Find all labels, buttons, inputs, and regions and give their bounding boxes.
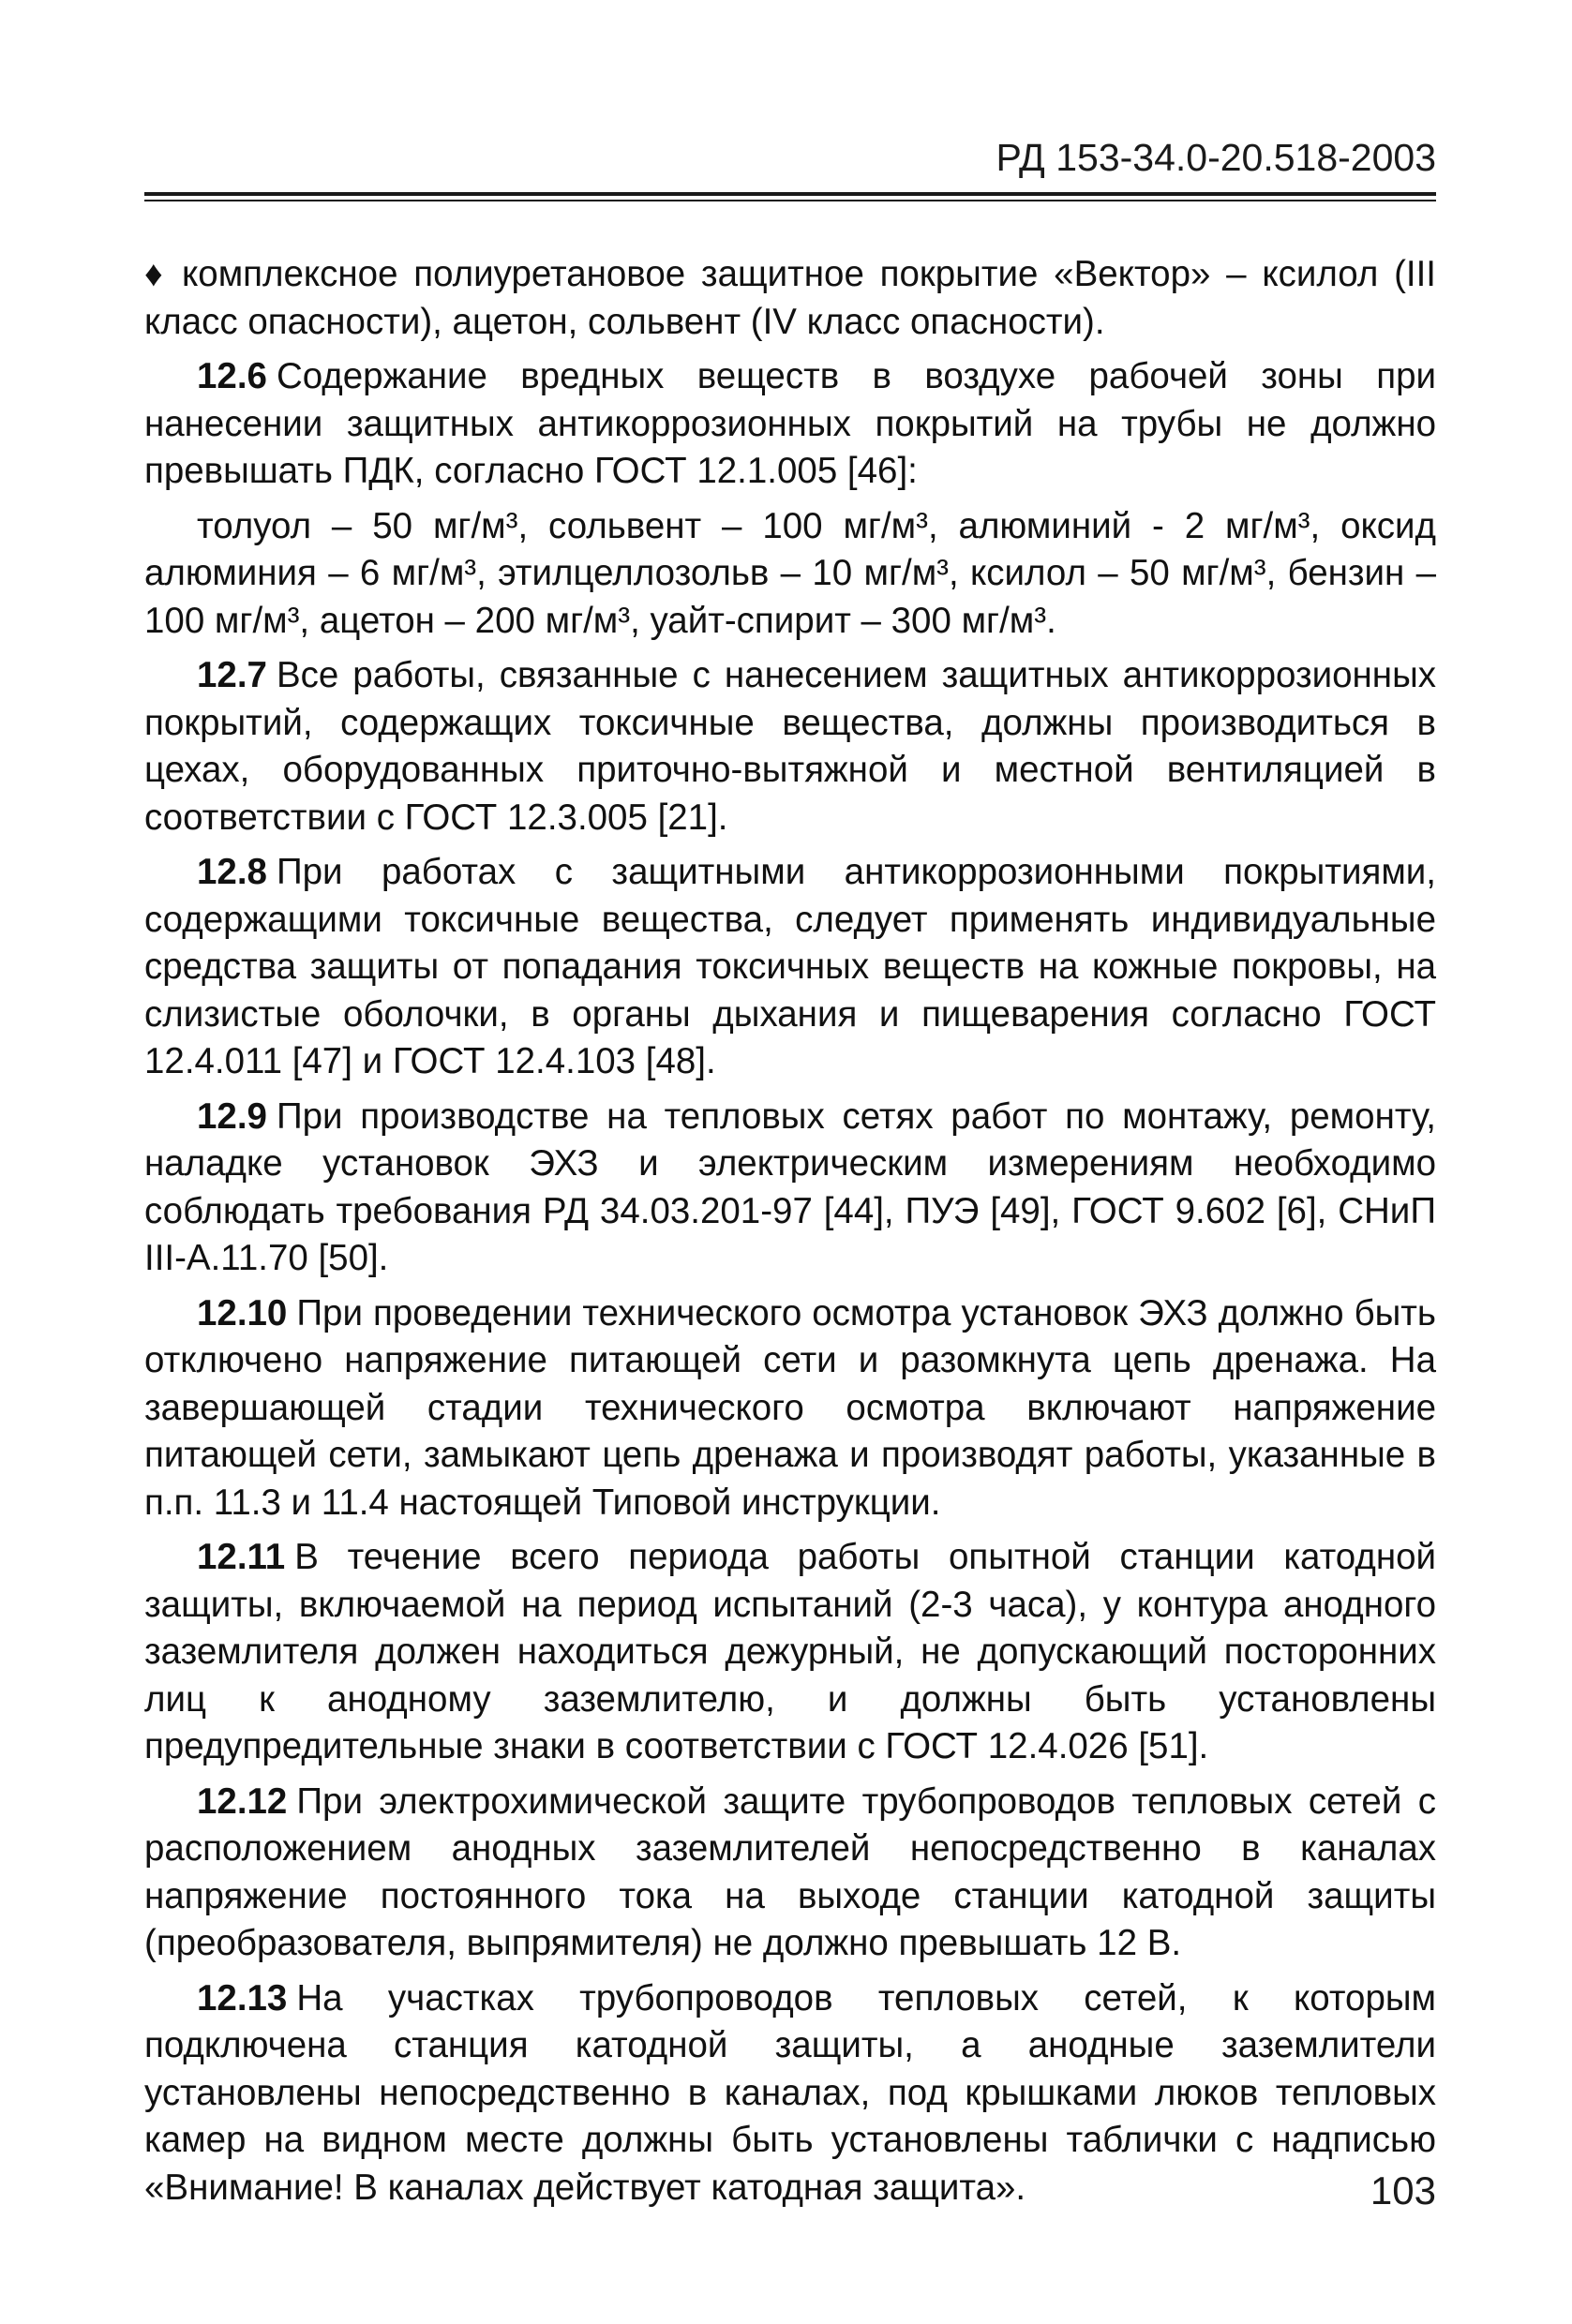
section-number: 12.7 bbox=[197, 655, 267, 695]
section-text: В течение всего периода работы опытной станции катодной защиты, включаемой на период испытаний (2-3 часа), у контура анодного заземлителя должен находиться дежурный, не допускающий посторонних лиц к анодному заземлителю, и должны быть установлены предупредительные знаки в соответствии с ГОСТ 12.4.026 [51]. bbox=[144, 1537, 1436, 1766]
section-number: 12.12 bbox=[197, 1780, 288, 1822]
diamond-bullet-icon: ♦ bbox=[144, 254, 163, 294]
section-text: При работах с защитными антикоррозионными покрытиями, содержащими токсичные вещества, следует применять индивидуальные средства защиты от попадания токсичных веществ на кожные покровы, на слизистые оболочки, в органы дыхания и пищеварения согласно ГОСТ 12.4.011 [47] и ГОСТ 12.4.103 [48]. bbox=[144, 852, 1436, 1081]
paragraph-12-8 bbox=[144, 849, 1436, 1086]
header-rule-thin bbox=[144, 200, 1436, 201]
section-text: Все работы, связанные с нанесением защитных антикоррозионных покрытий, содержащих токсичные вещества, должны производиться в цехах, оборудованных приточно-вытяжной и местной вентиляцией в соответствии с ГОСТ 12.3.005 [21]. bbox=[144, 655, 1436, 838]
paragraph-12-9 bbox=[144, 1094, 1436, 1283]
bullet-text: комплексное полиуретановое защитное покрытие «Вектор» – ксилол (III класс опасности), ацетон, сольвент (IV класс опасности). bbox=[144, 254, 1436, 342]
paragraph-12-7 bbox=[144, 652, 1436, 842]
section-text: На участках трубопроводов тепловых сетей, к которым подключена станция катодной защиты, а анодные заземлители установлены непосредственно в каналах, под крышками люков тепловых камер на видном месте должны быть установлены таблички с надписью «Внимание! В каналах действует катодная защита». bbox=[144, 1977, 1436, 2208]
paragraph-12-12 bbox=[144, 1779, 1436, 1968]
document-body bbox=[144, 251, 1436, 2212]
header-rule-thick bbox=[144, 192, 1436, 196]
paragraph-12-6 bbox=[144, 353, 1436, 496]
section-text: Содержание вредных веществ в воздухе рабочей зоны при нанесении защитных антикоррозионных покрытий на трубы не должно превышать ПДК, согласно ГОСТ 12.1.005 [46]: bbox=[144, 356, 1436, 491]
section-number: 12.11 bbox=[197, 1537, 286, 1577]
section-text: При электрохимической защите трубопроводов тепловых сетей с расположением анодных заземлителей непосредственно в каналах напряжение постоянного тока на выходе станции катодной защиты (преобразователя, выпрямителя) не должно превышать 12 В. bbox=[144, 1780, 1436, 1963]
section-text: При проведении технического осмотра установок ЭХЗ должно быть отключено напряжение питающей сети и разомкнута цепь дренажа. На завершающей стадии технического осмотра включают напряжение питающей сети, замыкают цепь дренажа и производят работы, указанные в п.п. 11.3 и 11.4 настоящей Типовой инструкции. bbox=[144, 1292, 1436, 1523]
paragraph-concentration-limits bbox=[144, 503, 1436, 646]
page-number: 103 bbox=[1370, 2168, 1436, 2212]
section-number: 12.10 bbox=[197, 1292, 288, 1333]
paragraph-12-10 bbox=[144, 1290, 1436, 1527]
paragraph-12-11 bbox=[144, 1534, 1436, 1771]
section-number: 12.13 bbox=[197, 1977, 288, 2019]
bullet-paragraph bbox=[144, 251, 1436, 346]
section-number: 12.6 bbox=[197, 356, 267, 396]
section-number: 12.8 bbox=[197, 852, 267, 892]
section-text: При производстве на тепловых сетях работ по монтажу, ремонту, наладке установок ЭХЗ и электрическим измерениям необходимо соблюдать требования РД 34.03.201-97 [44], ПУЭ [49], ГОСТ 9.602 [6], СНиП III-А.11.70 [50]. bbox=[144, 1095, 1436, 1278]
section-text: толуол – 50 мг/м³, сольвент – 100 мг/м³, алюминий - 2 мг/м³, оксид алюминия – 6 мг/м³, этилцеллозольв – 10 мг/м³, ксилол – 50 мг/м³, бензин – 100 мг/м³, ацетон – 200 мг/м³, уайт-спирит – 300 мг/м³. bbox=[144, 505, 1436, 641]
document-code-header: РД 153-34.0-20.518-2003 bbox=[996, 136, 1436, 179]
paragraph-12-13 bbox=[144, 1975, 1436, 2212]
section-number: 12.9 bbox=[197, 1095, 267, 1137]
